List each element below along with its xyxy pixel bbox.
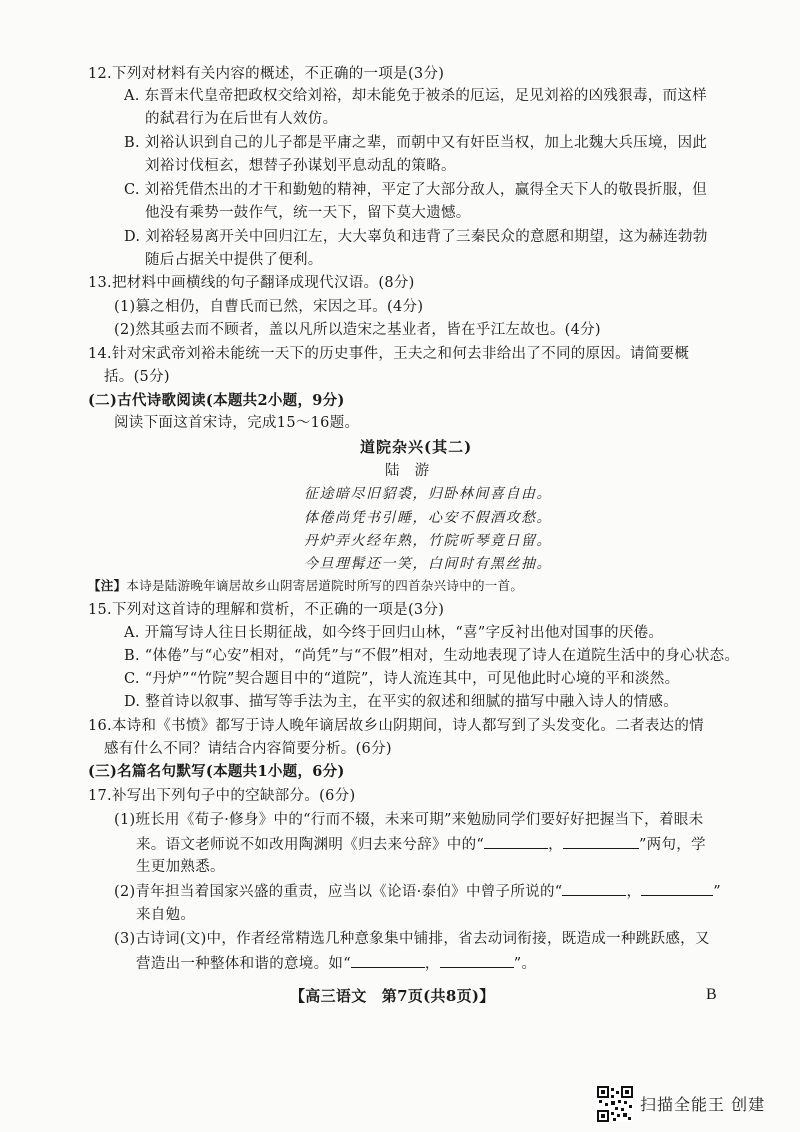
q12-stem: 12.下列对材料有关内容的概述，不正确的一项是(3分) <box>88 66 445 82</box>
section-2-heading: (二)古代诗歌阅读(本题共2小题，9分) <box>88 392 345 409</box>
q13-sentence-2: (2)然其亟去而不顾者，盖以凡所以造宋之基业者，皆在乎江左故也。(4分) <box>114 322 601 338</box>
q12-option-b-line2: 刘裕讨伐桓玄，想替子孙谋划平息动乱的策略。 <box>145 158 456 174</box>
q17-part1-tail: ”两句，学 <box>638 837 706 853</box>
poem-line-4: 今旦理髯还一笑，白间时有黑丝抽。 <box>304 556 552 572</box>
q17-part3-line1: (3)古诗词(文)中，作者经常精选几种意象集中铺排，省去动词衔接，既造成一种跳跃感，又 <box>114 931 710 947</box>
q13-sentence-1: (1)篡之相仍，自曹氏而已然，宋因之耳。(4分) <box>114 299 424 315</box>
q17-comma: ， <box>626 884 642 900</box>
poem-note-label: 【注】 <box>88 578 127 593</box>
poem-title: 道院杂兴(其二) <box>360 438 473 456</box>
q17-part2-line1 <box>114 881 721 902</box>
q17-blank-6[interactable] <box>440 953 514 968</box>
q17-part2-text: (2)青年担当着国家兴盛的重责，应当以《论语·泰伯》中曾子所说的“ <box>114 884 563 900</box>
q17-part1-text: 来。语文老师说不如改用陶渊明《归去来兮辞》中的“ <box>136 837 485 853</box>
section-2-intro: 阅读下面这首宋诗，完成15～16题。 <box>114 415 360 431</box>
q17-comma: ， <box>424 956 440 972</box>
poem-line-1: 征途暗尽旧貂裘，归卧林间喜自由。 <box>304 486 552 502</box>
q12-option-a-line1: A. 东晋末代皇帝把政权交给刘裕，却未能免于被杀的厄运，足见刘裕的凶残狠毒，而这样 <box>124 88 707 104</box>
qr-code-icon <box>597 1086 633 1122</box>
q15-option-b: B. “体倦”与“心安”相对，“尚凭”与“不假”相对，生动地表现了诗人在道院生活中的身心状态。 <box>124 648 740 664</box>
q17-part1-line2 <box>136 834 706 855</box>
q15-option-d: D. 整首诗以叙事、描写等手法为主，在平实的叙述和细腻的描写中融入诗人的情感。 <box>124 694 679 710</box>
q12-option-d-line2: 随后占据关中提供了便利。 <box>145 252 323 268</box>
poem-note-text: 本诗是陆游晚年谪居故乡山阴寄居道院时所写的四首杂兴诗中的一首。 <box>126 578 524 593</box>
q15-stem: 15.下列对这首诗的理解和赏析，不正确的一项是(3分) <box>88 602 445 618</box>
version-label: B <box>706 986 717 1003</box>
section-3-heading: (三)名篇名句默写(本题共1小题，6分) <box>88 763 345 780</box>
q17-part2-line2: 来自勉。 <box>136 907 196 923</box>
q17-part2-tail: ” <box>713 884 721 900</box>
q12-option-b-line1: B. 刘裕认识到自己的儿子都是平庸之辈，而朝中又有奸臣当权，加上北魏大兵压境，因此 <box>124 135 708 151</box>
q17-part1-line1: (1)班长用《荀子·修身》中的“行而不辍，未来可期”来勉励同学们要好好把握当下，着眼未 <box>114 812 704 828</box>
page-footer: 【高三语文 第7页(共8页)】 <box>290 987 495 1005</box>
q12-option-a-line2: 的弑君行为在后世有人效仿。 <box>145 111 338 127</box>
q16-line2: 感有什么不同？请结合内容简要分析。(6分) <box>104 741 392 757</box>
q17-part3-text: 营造出一种整体和谐的意境。如“ <box>136 956 351 972</box>
q17-blank-2[interactable] <box>563 834 639 849</box>
q14-line2: 括。(5分) <box>104 369 170 385</box>
q15-option-a: A. 开篇写诗人往日长期征战，如今终于回归山林，“喜”字反衬出他对国事的厌倦。 <box>124 625 664 641</box>
q17-blank-5[interactable] <box>351 953 425 968</box>
poem-author: 陆 游 <box>385 463 430 479</box>
poem-line-3: 丹炉弄火经年熟，竹院听琴竟日留。 <box>304 533 552 549</box>
poem-note <box>88 576 523 596</box>
q17-blank-1[interactable] <box>484 834 548 849</box>
q13-stem: 13.把材料中画横线的句子翻译成现代汉语。(8分) <box>88 275 415 291</box>
q16-line1: 16.本诗和《书愤》都写于诗人晚年谪居故乡山阴期间，诗人都写到了头发变化。二者表达的情 <box>88 718 704 734</box>
q17-blank-4[interactable] <box>641 881 713 896</box>
poem-line-2: 体倦尚凭书引睡，心安不假酒攻愁。 <box>304 510 552 526</box>
q12-option-c-line2: 他没有乘势一鼓作气，统一天下，留下莫大遗憾。 <box>145 205 471 221</box>
q17-part3-line2 <box>136 953 536 974</box>
q12-option-d-line1: D. 刘裕轻易离开关中回归江左，大大辜负和违背了三秦民众的意愿和期望，这为赫连勃勃 <box>124 229 708 245</box>
q17-stem: 17.补写出下列句子中的空缺部分。(6分) <box>88 788 356 804</box>
q17-part1-line3: 生更加熟悉。 <box>136 859 225 875</box>
q17-comma: ， <box>548 837 563 853</box>
scanner-watermark: 扫描全能王 创建 <box>640 1095 766 1114</box>
q17-blank-3[interactable] <box>562 881 626 896</box>
q14-line1: 14.针对宋武帝刘裕未能统一天下的历史事件，王夫之和何去非给出了不同的原因。请简要概 <box>88 346 690 362</box>
q15-option-c: C. “丹炉”“竹院”契合题目中的“道院”，诗人流连其中，可见他此时心境的平和淡然。 <box>124 671 680 687</box>
q12-option-c-line1: C. 刘裕凭借杰出的才干和勤勉的精神，平定了大部分敌人，赢得全天下人的敬畏折服，但 <box>124 182 708 198</box>
q17-part3-tail: ”。 <box>513 956 537 972</box>
